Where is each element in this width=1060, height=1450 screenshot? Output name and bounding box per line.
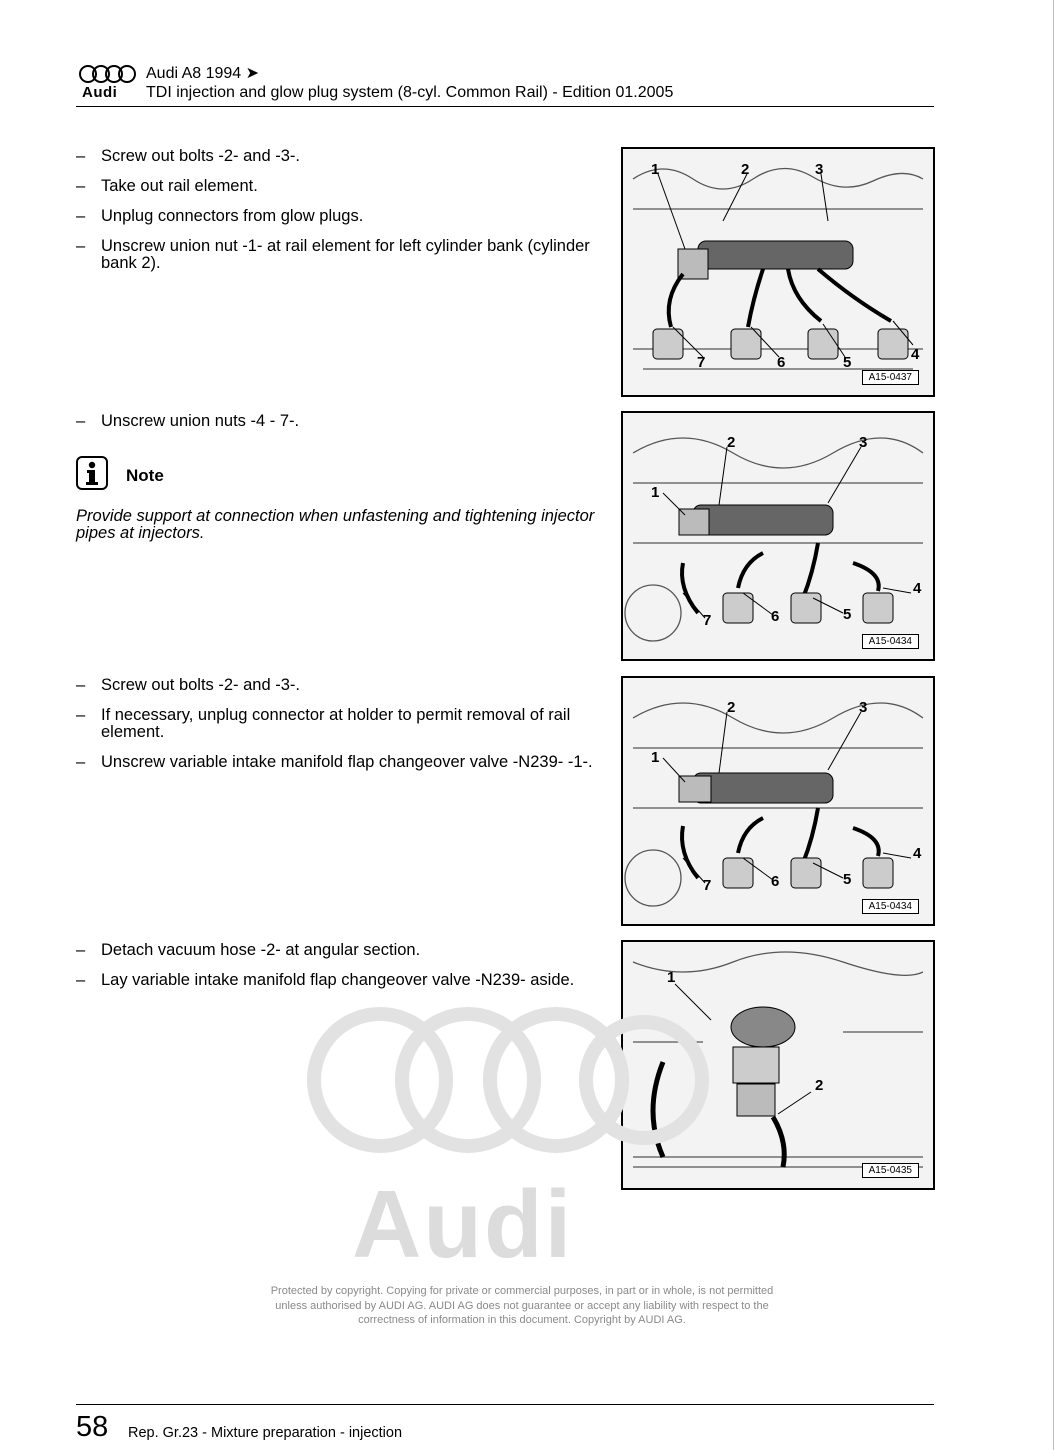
- callout-6: 6: [777, 354, 786, 371]
- callout-2: 2: [727, 434, 736, 451]
- callout-1: 1: [651, 749, 660, 766]
- figure-code: A15-0435: [862, 1163, 919, 1178]
- step: – Take out rail element.: [76, 177, 258, 195]
- callout-7: 7: [697, 354, 706, 371]
- callout-5: 5: [843, 606, 852, 623]
- callout-1: 1: [651, 484, 660, 501]
- callout-5: 5: [843, 354, 852, 371]
- step: – Screw out bolts -2- and -3-.: [76, 147, 300, 165]
- audi-rings-logo: [78, 64, 138, 84]
- step: – Unplug connectors from glow plugs.: [76, 207, 364, 225]
- callout-6: 6: [771, 873, 780, 890]
- callout-6: 6: [771, 608, 780, 625]
- callout-5: 5: [843, 871, 852, 888]
- info-icon: [76, 456, 108, 490]
- callout-4: 4: [913, 845, 922, 862]
- callout-1: 1: [667, 969, 676, 986]
- note-title: Note: [126, 466, 164, 485]
- step: – Unscrew union nut -1- at rail element for left cylinder bank (cylinder bank 2).: [76, 237, 590, 272]
- page-number: 58: [76, 1411, 109, 1443]
- callout-7: 7: [703, 612, 712, 629]
- callout-4: 4: [913, 580, 922, 597]
- callout-2: 2: [727, 699, 736, 716]
- callout-7: 7: [703, 877, 712, 894]
- step: – Lay variable intake manifold flap changeover valve -N239- aside.: [76, 971, 575, 989]
- step: – Unscrew union nuts -4 - 7-.: [76, 412, 300, 430]
- figure-code: A15-0434: [862, 899, 919, 914]
- step: – Screw out bolts -2- and -3-.: [76, 676, 300, 694]
- copyright-notice: Protected by copyright. Copying for private or commercial purposes, in part or in whole, is not permitted unless authorised by AUDI AG. AUDI AG does not guarantee or accept any liability with respect to the correctness of information in this document. Copyright by AUDI AG.: [270, 1285, 774, 1326]
- callout-3: 3: [815, 161, 824, 178]
- page-footer: [76, 1404, 934, 1445]
- figure-code: A15-0434: [862, 634, 919, 649]
- step: – Detach vacuum hose -2- at angular section.: [76, 941, 421, 959]
- callout-1: 1: [651, 161, 660, 178]
- note-text: Provide support at connection when unfastening and tightening injector pipes at injectors.: [76, 507, 595, 542]
- steps-section-2: [76, 413, 596, 443]
- callout-3: 3: [859, 699, 868, 716]
- page-edge: [1053, 0, 1054, 1450]
- figure-changeover-valve: [621, 676, 935, 926]
- header-title: TDI injection and glow plug system (8-cyl. Common Rail) - Edition 01.2005: [146, 84, 674, 101]
- page-header: [76, 60, 934, 107]
- callout-2: 2: [815, 1077, 824, 1094]
- callout-3: 3: [859, 434, 868, 451]
- figure-union-nuts: [621, 411, 935, 661]
- step: – Unscrew variable intake manifold flap changeover valve -N239- -1-.: [76, 753, 593, 771]
- steps-section-4: [76, 942, 596, 1002]
- figure-code: A15-0437: [862, 370, 919, 385]
- audi-rings-watermark: [300, 1000, 710, 1170]
- audi-wordmark: Audi: [82, 84, 118, 101]
- callout-2: 2: [741, 161, 750, 178]
- callout-4: 4: [911, 346, 920, 363]
- steps-section-1: [76, 148, 596, 285]
- steps-section-3: [76, 677, 596, 784]
- footer-section: Rep. Gr.23 - Mixture preparation - injection: [128, 1425, 403, 1441]
- audi-watermark-word: Audi: [352, 1171, 574, 1278]
- header-model: Audi A8 1994 ➤: [146, 65, 260, 82]
- figure-rail-removal: [621, 147, 935, 397]
- step: – If necessary, unplug connector at holder to permit removal of rail element.: [76, 706, 571, 741]
